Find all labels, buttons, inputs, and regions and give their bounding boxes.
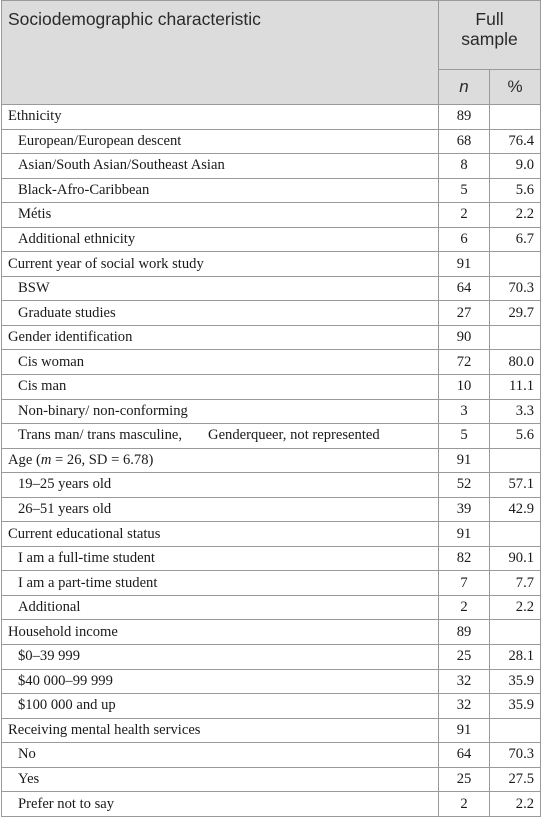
row-label: Current year of social work study [2, 252, 439, 277]
row-n: 72 [439, 350, 490, 375]
row-pct [490, 620, 541, 645]
row-label: $100 000 and up [2, 694, 439, 719]
table-row [2, 497, 541, 522]
table-row [2, 399, 541, 424]
category-row-gender [2, 325, 541, 350]
row-pct: 2.2 [490, 792, 541, 817]
row-label: Métis [2, 203, 439, 228]
table-header [2, 1, 541, 105]
row-label: Yes [2, 767, 439, 792]
row-n: 64 [439, 276, 490, 301]
row-n: 3 [439, 399, 490, 424]
table-row [2, 129, 541, 154]
row-pct: 28.1 [490, 645, 541, 670]
row-pct [490, 522, 541, 547]
category-row-household-income [2, 620, 541, 645]
row-n: 32 [439, 669, 490, 694]
table-row [2, 473, 541, 498]
row-n: 90 [439, 325, 490, 350]
row-label: Gender identification [2, 325, 439, 350]
row-n: 27 [439, 301, 490, 326]
header-row [2, 1, 541, 70]
table-row [2, 645, 541, 670]
row-pct: 2.2 [490, 595, 541, 620]
category-row-mental-health [2, 718, 541, 743]
row-n: 25 [439, 645, 490, 670]
header-full-sample [439, 1, 541, 70]
row-label: Household income [2, 620, 439, 645]
row-n: 52 [439, 473, 490, 498]
row-pct: 27.5 [490, 767, 541, 792]
row-pct: 80.0 [490, 350, 541, 375]
row-label: 19–25 years old [2, 473, 439, 498]
category-row-study-year [2, 252, 541, 277]
row-n: 39 [439, 497, 490, 522]
sociodemographic-table [1, 0, 541, 817]
row-n: 2 [439, 203, 490, 228]
row-label-part: Trans man/ trans masculine, [18, 427, 183, 444]
header-full-line1: Full [475, 9, 504, 29]
row-pct: 29.7 [490, 301, 541, 326]
table-row [2, 178, 541, 203]
category-row-age [2, 448, 541, 473]
row-n: 91 [439, 522, 490, 547]
row-n: 68 [439, 129, 490, 154]
row-pct: 76.4 [490, 129, 541, 154]
row-pct: 42.9 [490, 497, 541, 522]
table-row [2, 595, 541, 620]
header-pct: % [490, 70, 541, 105]
row-n: 64 [439, 743, 490, 768]
row-label: Cis man [2, 375, 439, 400]
row-label: Graduate studies [2, 301, 439, 326]
row-label: Ethnicity [2, 105, 439, 130]
row-label: 26–51 years old [2, 497, 439, 522]
table-body [2, 105, 541, 817]
row-pct: 11.1 [490, 375, 541, 400]
row-label: I am a full-time student [2, 546, 439, 571]
row-n: 91 [439, 448, 490, 473]
row-label: No [2, 743, 439, 768]
row-pct [490, 325, 541, 350]
row-pct: 6.7 [490, 227, 541, 252]
row-pct [490, 718, 541, 743]
table-row [2, 203, 541, 228]
table-row [2, 571, 541, 596]
row-label: I am a part-time student [2, 571, 439, 596]
row-pct: 70.3 [490, 276, 541, 301]
row-pct: 35.9 [490, 694, 541, 719]
row-n: 32 [439, 694, 490, 719]
row-label: Prefer not to say [2, 792, 439, 817]
row-label: Cis woman [2, 350, 439, 375]
row-label: European/European descent [2, 129, 439, 154]
row-pct: 3.3 [490, 399, 541, 424]
row-pct: 9.0 [490, 154, 541, 179]
header-n: n [439, 70, 490, 105]
row-label [2, 448, 439, 473]
row-label: Asian/South Asian/Southeast Asian [2, 154, 439, 179]
table-row [2, 546, 541, 571]
row-pct: 70.3 [490, 743, 541, 768]
age-label-m: m [40, 451, 52, 468]
table-row [2, 154, 541, 179]
table-row [2, 227, 541, 252]
row-label: BSW [2, 276, 439, 301]
row-n: 91 [439, 718, 490, 743]
header-characteristic: Sociodemographic characteristic [2, 1, 439, 105]
table-row [2, 276, 541, 301]
row-label: Additional ethnicity [2, 227, 439, 252]
row-pct: 5.6 [490, 178, 541, 203]
row-pct [490, 448, 541, 473]
table-row [2, 669, 541, 694]
row-n: 5 [439, 424, 490, 449]
row-label: Black-Afro-Caribbean [2, 178, 439, 203]
table-row [2, 424, 541, 449]
row-pct [490, 252, 541, 277]
table-row [2, 350, 541, 375]
row-label: Additional [2, 595, 439, 620]
table-row [2, 694, 541, 719]
header-full-line2: sample [461, 29, 518, 49]
table-row [2, 743, 541, 768]
row-pct: 35.9 [490, 669, 541, 694]
row-n: 2 [439, 792, 490, 817]
row-n: 89 [439, 620, 490, 645]
row-pct: 5.6 [490, 424, 541, 449]
row-label: Receiving mental health services [2, 718, 439, 743]
row-n: 10 [439, 375, 490, 400]
table-row [2, 792, 541, 817]
row-label: Non-binary/ non-conforming [2, 399, 439, 424]
row-n: 7 [439, 571, 490, 596]
row-n: 6 [439, 227, 490, 252]
row-n: 2 [439, 595, 490, 620]
row-n: 25 [439, 767, 490, 792]
category-row-educational-status [2, 522, 541, 547]
row-label: $40 000–99 999 [2, 669, 439, 694]
row-label: $0–39 999 [2, 645, 439, 670]
row-label: Current educational status [2, 522, 439, 547]
row-n: 89 [439, 105, 490, 130]
row-n: 91 [439, 252, 490, 277]
table-row [2, 375, 541, 400]
row-pct [490, 105, 541, 130]
age-label-pre: Age ( [8, 451, 41, 468]
row-pct: 7.7 [490, 571, 541, 596]
row-pct: 2.2 [490, 203, 541, 228]
row-pct: 57.1 [490, 473, 541, 498]
row-n: 5 [439, 178, 490, 203]
row-label [2, 424, 439, 449]
row-n: 8 [439, 154, 490, 179]
table-row [2, 767, 541, 792]
row-n: 82 [439, 546, 490, 571]
age-label-mid: = 26, SD = 6.78) [51, 451, 154, 468]
category-row-ethnicity [2, 105, 541, 130]
row-label-extra: Genderqueer, not represented [208, 427, 380, 444]
row-pct: 90.1 [490, 546, 541, 571]
table-row [2, 301, 541, 326]
